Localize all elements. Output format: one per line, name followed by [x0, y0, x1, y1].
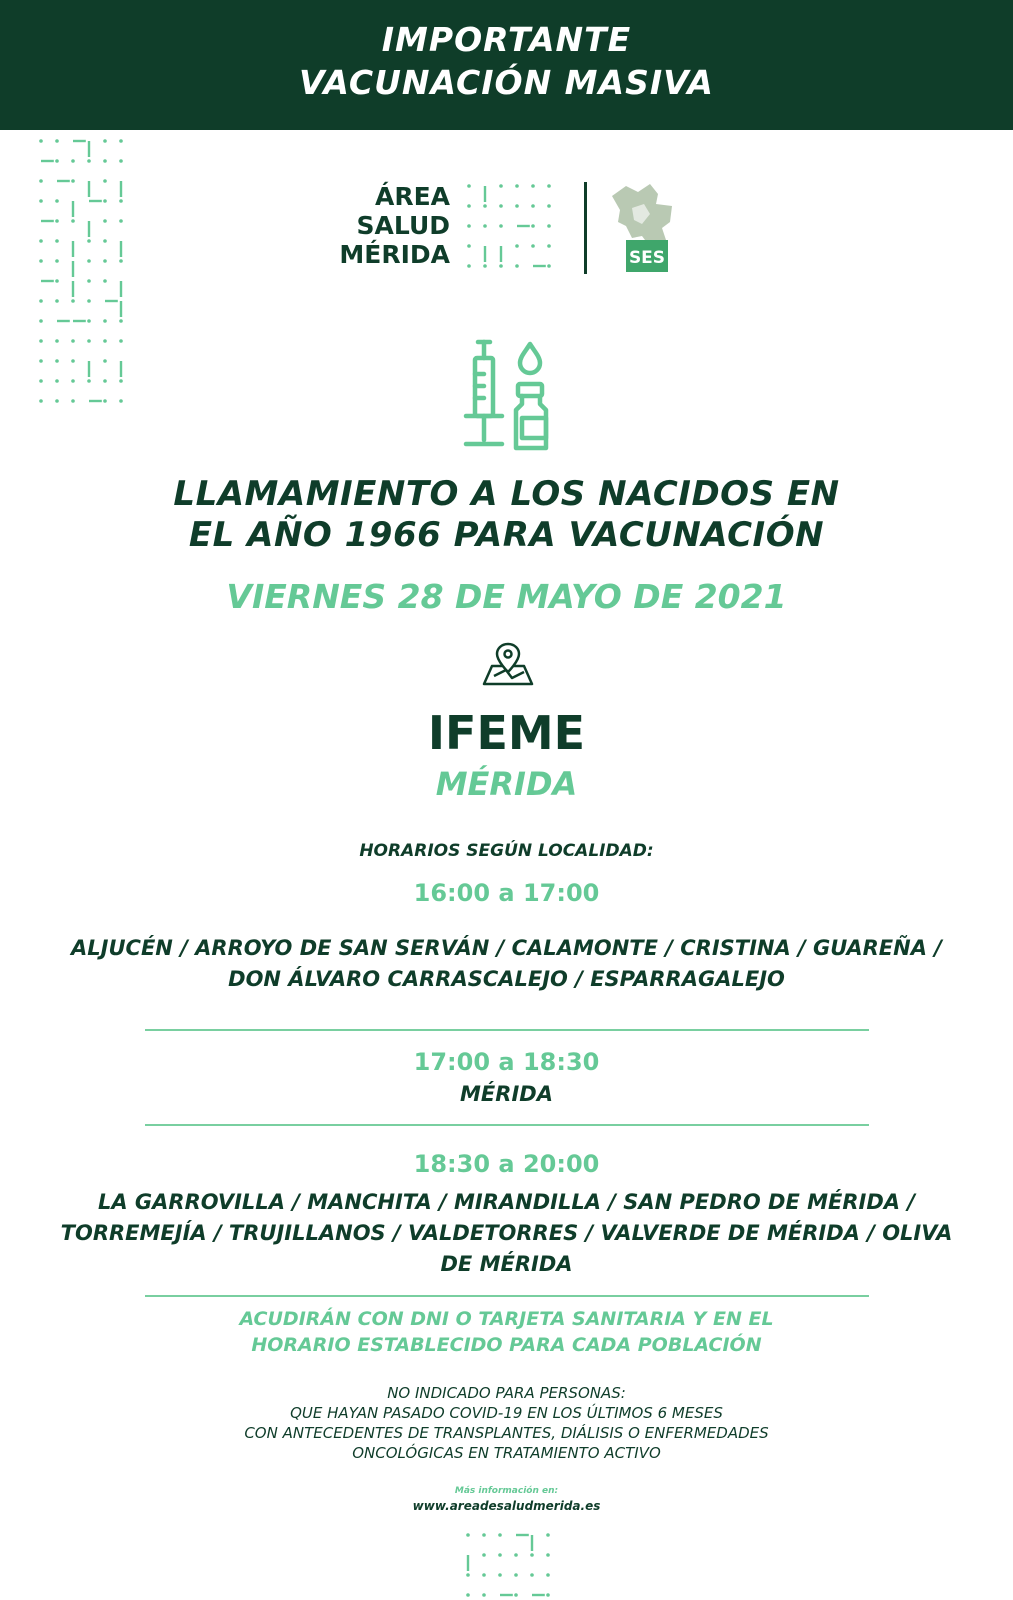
decor-dot	[467, 204, 471, 208]
decor-dot	[482, 1573, 486, 1577]
decor-dot	[103, 259, 107, 263]
decor-dot	[103, 219, 107, 223]
divider-2	[145, 1124, 869, 1126]
logo-line-2: SALUD	[356, 211, 450, 240]
decor-dot	[71, 359, 75, 363]
decor-dot	[119, 339, 123, 343]
decor-dot	[547, 224, 551, 228]
decor-dot	[515, 244, 519, 248]
decor-dot	[499, 224, 503, 228]
decor-dot	[39, 259, 43, 263]
headline-line2: EL AÑO 1966 PARA VACUNACIÓN	[188, 515, 825, 555]
decor-dot	[499, 264, 503, 268]
decor-dot	[547, 264, 551, 268]
decor-dot	[103, 319, 107, 323]
decor-dot	[87, 279, 91, 283]
decor-dot	[119, 139, 123, 143]
decor-dot	[467, 184, 471, 188]
logo-line-3: MÉRIDA	[339, 240, 450, 269]
decor-dot	[39, 199, 43, 203]
decor-dot	[546, 1533, 550, 1537]
decor-dot	[499, 204, 503, 208]
warning-line2: QUE HAYAN PASADO COVID-19 EN LOS ÚLTIMOS 6 MESES	[290, 1404, 723, 1422]
decor-dot	[103, 399, 107, 403]
decor-dot	[55, 299, 59, 303]
decor-dot	[514, 1553, 518, 1557]
decorative-dot-pattern-left	[38, 138, 128, 413]
website-link[interactable]: www.areadesaludmerida.es	[412, 1499, 601, 1513]
decor-dot	[547, 184, 551, 188]
decor-dot	[498, 1533, 502, 1537]
map-pin-icon	[480, 640, 536, 688]
decor-dot	[498, 1573, 502, 1577]
decor-dot	[71, 179, 75, 183]
event-date: VIERNES 28 DE MAYO DE 2021	[226, 577, 787, 616]
slot-1-time: 16:00 a 17:00	[413, 879, 600, 907]
notice-line2: HORARIO ESTABLECIDO PARA CADA POBLACIÓN	[251, 1334, 762, 1356]
decor-dot	[467, 264, 471, 268]
decor-dot	[103, 199, 107, 203]
decor-dot	[55, 219, 59, 223]
decor-dot	[55, 139, 59, 143]
decor-dot	[103, 179, 107, 183]
decor-dot	[87, 319, 91, 323]
more-info-label: Más información en:	[454, 1486, 559, 1496]
decor-dot	[103, 159, 107, 163]
decor-dot	[39, 399, 43, 403]
warning-line4: ONCOLÓGICAS EN TRATAMIENTO ACTIVO	[352, 1444, 661, 1462]
decor-dot	[546, 1573, 550, 1577]
decor-dot	[530, 1573, 534, 1577]
logo-divider	[584, 182, 587, 274]
slot-3-time: 18:30 a 20:00	[413, 1150, 600, 1178]
decor-dot	[71, 339, 75, 343]
decor-dot	[119, 399, 123, 403]
warning-line1: NO INDICADO PARA PERSONAS:	[387, 1384, 626, 1402]
top-banner	[0, 0, 1013, 130]
decor-dot	[482, 1593, 486, 1597]
decor-dot	[119, 319, 123, 323]
decor-dot	[466, 1573, 470, 1577]
decor-dot	[514, 1593, 518, 1597]
decor-dot	[515, 204, 519, 208]
decor-dot	[55, 379, 59, 383]
logo-dot-pattern	[466, 183, 561, 273]
divider-3	[145, 1295, 869, 1297]
decor-dot	[119, 219, 123, 223]
slot-3-line1: LA GARROVILLA / MANCHITA / MIRANDILLA / SAN PEDRO DE MÉRIDA /	[97, 1190, 916, 1214]
ses-badge: SES	[628, 248, 666, 268]
decor-dot	[119, 199, 123, 203]
decor-dot	[119, 159, 123, 163]
decor-dot	[499, 184, 503, 188]
decor-dot	[515, 184, 519, 188]
banner-title-line2: VACUNACIÓN MASIVA	[299, 63, 714, 102]
decor-dot	[466, 1533, 470, 1537]
decor-dot	[55, 259, 59, 263]
warning-block	[0, 1383, 1013, 1463]
syringe-and-vial-icon	[462, 340, 562, 465]
area-salud-logo-text	[330, 182, 450, 269]
decor-dot	[498, 1553, 502, 1557]
decor-dot	[87, 239, 91, 243]
slot-2-time: 17:00 a 18:30	[413, 1048, 600, 1076]
schedule-title: HORARIOS SEGÚN LOCALIDAD:	[359, 841, 654, 861]
decor-dot	[546, 1593, 550, 1597]
decorative-dot-pattern-bottom	[465, 1532, 555, 1600]
decor-dot	[39, 319, 43, 323]
decor-dot	[87, 259, 91, 263]
slot-3-line3: DE MÉRIDA	[440, 1252, 573, 1276]
decor-dot	[467, 224, 471, 228]
decor-dot	[482, 1533, 486, 1537]
decor-dot	[87, 379, 91, 383]
decor-dot	[103, 279, 107, 283]
decor-dot	[531, 204, 535, 208]
banner-title-line1: IMPORTANTE	[381, 20, 632, 59]
decor-dot	[55, 339, 59, 343]
decor-dot	[39, 239, 43, 243]
decor-dot	[55, 199, 59, 203]
decor-dot	[39, 339, 43, 343]
decor-dot	[531, 224, 535, 228]
divider-1	[145, 1029, 869, 1031]
decor-dot	[467, 244, 471, 248]
slot-2-line1: MÉRIDA	[460, 1082, 553, 1106]
slot-1-line1: ALJUCÉN / ARROYO DE SAN SERVÁN / CALAMONTE / CRISTINA / GUAREÑA /	[71, 936, 942, 960]
decor-dot	[39, 139, 43, 143]
decor-dot	[547, 204, 551, 208]
notice-line1: ACUDIRÁN CON DNI O TARJETA SANITARIA Y EN EL	[239, 1308, 774, 1330]
decor-dot	[55, 159, 59, 163]
decor-dot	[531, 244, 535, 248]
decor-dot	[55, 399, 59, 403]
logo-line-1: ÁREA	[374, 182, 450, 211]
slot-1-line2: DON ÁLVARO CARRASCALEJO / ESPARRAGALEJO	[228, 967, 785, 991]
warning-line3: CON ANTECEDENTES DE TRANSPLANTES, DIÁLISIS O ENFERMEDADES	[244, 1424, 769, 1442]
decor-dot	[39, 379, 43, 383]
decor-dot	[71, 379, 75, 383]
decor-dot	[71, 399, 75, 403]
decor-dot	[103, 139, 107, 143]
decor-dot	[531, 184, 535, 188]
decor-dot	[483, 264, 487, 268]
decor-dot	[55, 359, 59, 363]
decor-dot	[466, 1593, 470, 1597]
decor-dot	[87, 339, 91, 343]
decor-dot	[87, 159, 91, 163]
decor-dot	[39, 179, 43, 183]
decor-dot	[483, 204, 487, 208]
decor-dot	[39, 359, 43, 363]
decor-dot	[547, 244, 551, 248]
decor-dot	[514, 1573, 518, 1577]
decor-dot	[55, 239, 59, 243]
venue-city: MÉRIDA	[435, 765, 578, 803]
decor-dot	[483, 224, 487, 228]
decor-dot	[530, 1553, 534, 1557]
venue-name: IFEME	[427, 706, 586, 760]
decor-dot	[103, 359, 107, 363]
decor-dot	[482, 1553, 486, 1557]
decor-dot	[103, 379, 107, 383]
decor-dot	[55, 279, 59, 283]
headline-line1: LLAMAMIENTO A LOS NACIDOS EN	[173, 474, 840, 514]
decor-dot	[87, 299, 91, 303]
decor-dot	[119, 379, 123, 383]
decor-dot	[103, 339, 107, 343]
decor-dot	[103, 239, 107, 243]
decor-dot	[546, 1553, 550, 1557]
slot-3-line2: TORREMEJÍA / TRUJILLANOS / VALDETORRES / VALVERDE DE MÉRIDA / OLIVA	[60, 1221, 953, 1245]
decor-dot	[515, 264, 519, 268]
decor-dot	[71, 299, 75, 303]
decor-dot	[71, 159, 75, 163]
decor-dot	[119, 259, 123, 263]
decor-dot	[71, 219, 75, 223]
decor-dot	[39, 299, 43, 303]
